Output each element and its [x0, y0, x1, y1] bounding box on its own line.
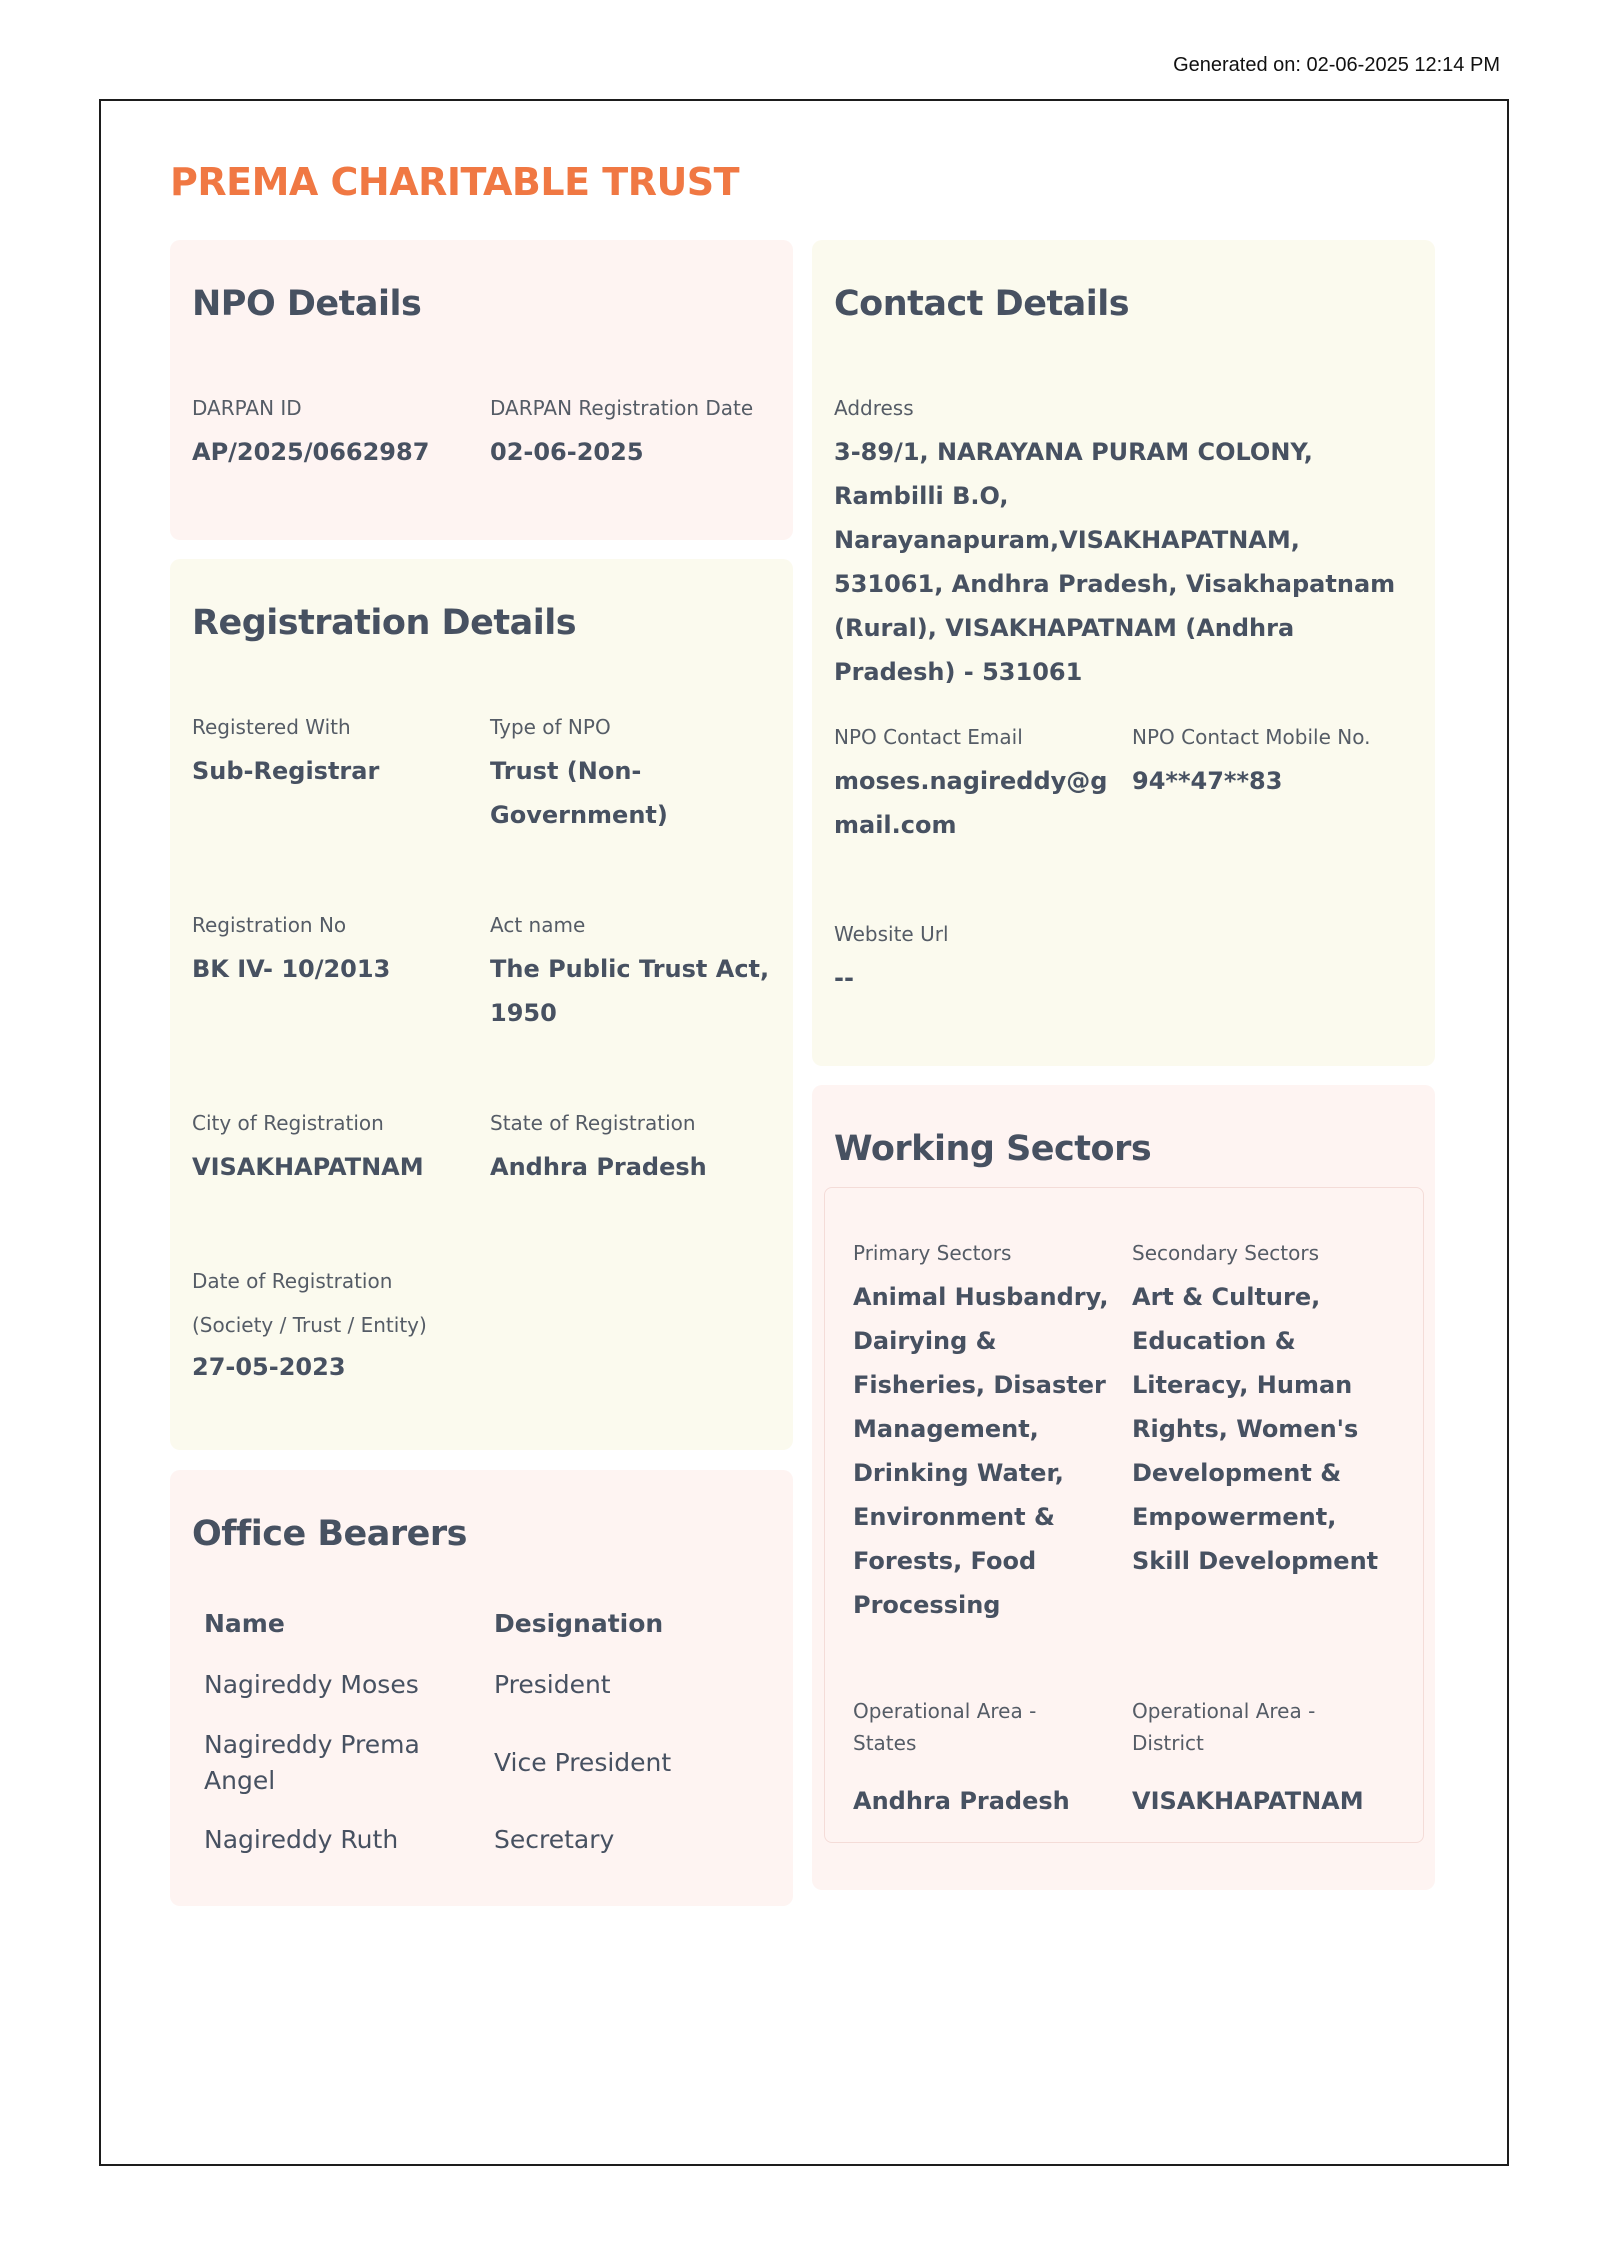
- org-title: PREMA CHARITABLE TRUST: [170, 160, 740, 204]
- act-name-value: The Public Trust Act, 1950: [490, 955, 770, 1027]
- date-of-registration-label: Date of Registration (Society / Trust / Entity): [192, 1269, 427, 1337]
- registered-with-label: Registered With: [192, 715, 351, 739]
- operational-district-label: Operational Area - District: [1132, 1699, 1316, 1755]
- city-of-registration-label: City of Registration: [192, 1111, 384, 1135]
- office-bearers-title: Office Bearers: [192, 1514, 467, 1554]
- contact-email-label: NPO Contact Email: [834, 725, 1023, 749]
- state-of-registration-value: Andhra Pradesh: [490, 1153, 707, 1181]
- secondary-sectors-label: Secondary Sectors: [1132, 1241, 1319, 1265]
- registration-no-label: Registration No: [192, 913, 347, 937]
- date-of-registration-value: 27-05-2023: [192, 1353, 346, 1381]
- address-value: 3-89/1, NARAYANA PURAM COLONY, Rambilli B.O, Narayanapuram,VISAKHAPATNAM, 531061, Andhra Pradesh, Visakhapatnam (Rural), VISAKHAPATNAM (Andhra Pradesh) - 531061: [834, 438, 1396, 686]
- operational-states-value: Andhra Pradesh: [853, 1787, 1070, 1815]
- website-url-label: Website Url: [834, 922, 949, 946]
- npo-details-card: [170, 240, 793, 540]
- table-row-designation: Secretary: [494, 1825, 615, 1854]
- table-row-designation: President: [494, 1670, 611, 1699]
- darpan-id-value: AP/2025/0662987: [192, 438, 430, 466]
- city-of-registration-value: VISAKHAPATNAM: [192, 1153, 424, 1181]
- operational-district-value: VISAKHAPATNAM: [1132, 1787, 1364, 1815]
- table-row-designation: Vice President: [494, 1748, 672, 1777]
- type-of-npo-value: Trust (Non-Government): [490, 757, 668, 829]
- darpan-id-label: DARPAN ID: [192, 396, 302, 420]
- primary-sectors-label: Primary Sectors: [853, 1241, 1012, 1265]
- contact-details-card: [812, 240, 1435, 1066]
- office-bearers-card: [170, 1470, 793, 1906]
- address-label: Address: [834, 396, 914, 420]
- name-column-header: Name: [204, 1609, 285, 1638]
- table-row-name: Nagireddy Moses: [204, 1670, 419, 1699]
- working-sectors-card: [812, 1085, 1435, 1890]
- contact-mobile-value: 94**47**83: [1132, 767, 1283, 795]
- registration-no-value: BK IV- 10/2013: [192, 955, 391, 983]
- website-url-value: --: [834, 964, 854, 992]
- npo-details-title: NPO Details: [192, 284, 422, 324]
- table-row-name: Nagireddy Ruth: [204, 1825, 399, 1854]
- primary-sectors-value: Animal Husbandry, Dairying & Fisheries, Disaster Management, Drinking Water, Environment & Forests, Food Processing: [853, 1283, 1109, 1619]
- secondary-sectors-value: Art & Culture, Education & Literacy, Human Rights, Women's Development & Empowerment, Skill Development: [1132, 1283, 1379, 1575]
- registered-with-value: Sub-Registrar: [192, 757, 380, 785]
- table-row-name: Nagireddy Prema Angel: [204, 1730, 420, 1795]
- act-name-label: Act name: [490, 913, 586, 937]
- registration-details-card: [170, 559, 793, 1450]
- contact-details-title: Contact Details: [834, 284, 1130, 324]
- working-sectors-title: Working Sectors: [834, 1129, 1152, 1169]
- designation-column-header: Designation: [494, 1609, 664, 1638]
- contact-email-value: moses.nagireddy@gmail.com: [834, 767, 1108, 839]
- darpan-reg-date-value: 02-06-2025: [490, 438, 644, 466]
- generated-timestamp: Generated on: 02-06-2025 12:14 PM: [1173, 54, 1500, 76]
- contact-mobile-label: NPO Contact Mobile No.: [1132, 725, 1371, 749]
- registration-details-title: Registration Details: [192, 603, 577, 643]
- operational-states-label: Operational Area - States: [853, 1699, 1037, 1755]
- type-of-npo-label: Type of NPO: [490, 715, 611, 739]
- darpan-reg-date-label: DARPAN Registration Date: [490, 396, 754, 420]
- state-of-registration-label: State of Registration: [490, 1111, 696, 1135]
